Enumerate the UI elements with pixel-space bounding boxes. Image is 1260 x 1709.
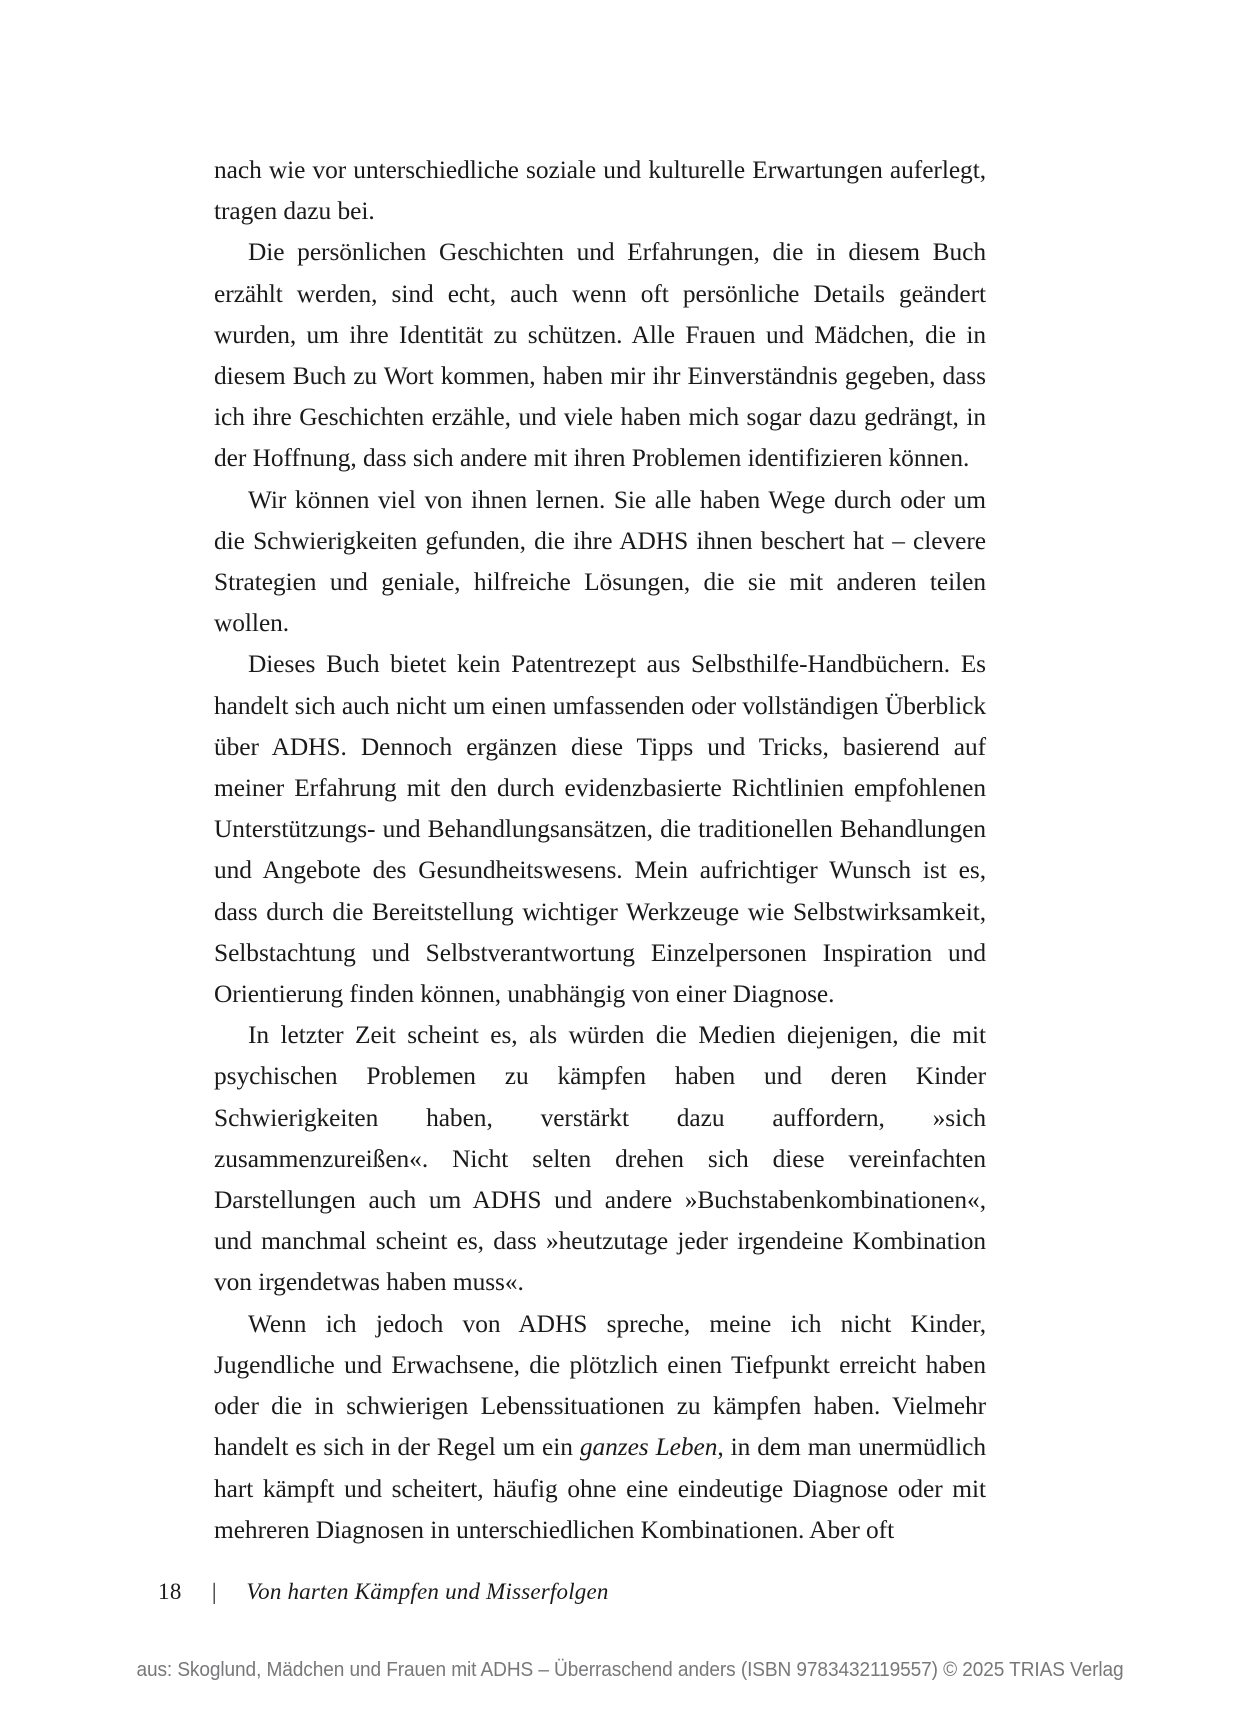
- paragraph-4: Dieses Buch bietet kein Patentrezept aus Selbsthilfe-Handbüchern. Es handelt sich auch nicht um einen umfassenden oder vollständigen Überblick über ADHS. Dennoch ergänzen diese Tipps und Tricks, basierend auf meiner Erfahrung mit den durch evidenzbasierte Richtlinien empfohlenen Unterstützungs- und Behandlungsansätzen, die traditionellen Behandlungen und Angebote des Gesundheitswesens. Mein aufrichtiger Wunsch ist es, dass durch die Bereitstellung wichtiger Werkzeuge wie Selbstwirksamkeit, Selbstachtung und Selbstverantwortung Einzelpersonen Inspiration und Orientierung finden können, unabhängig von einer Diagnose.: [214, 650, 986, 1009]
- body-text-block: [214, 150, 986, 1551]
- paragraph-6: Wenn ich jedoch von ADHS spreche, meine ich nicht Kinder, Jugendliche und Erwachsene, die plötzlich einen Tiefpunkt erreicht haben oder die in schwierigen Lebenssituationen zu kämpfen haben. Vielmehr handelt es sich in der Regel um ein ganzes Leben, in dem man unermüdlich hart kämpft und scheitert, häufig ohne eine eindeutige Diagnose oder mit mehreren Diagnosen in unterschiedlichen Kombinationen. Aber oft: [214, 1309, 987, 1544]
- paragraph-3: Wir können viel von ihnen lernen. Sie alle haben Wege durch oder um die Schwierigkeiten gefunden, die ihre ADHS ihnen beschert hat – clevere Strategien und geniale, hilfreiche Lösungen, die sie mit anderen teilen wollen.: [214, 485, 986, 638]
- paragraph-5: In letzter Zeit scheint es, als würden die Medien diejenigen, die mit psychischen Problemen zu kämpfen haben und deren Kinder Schwierigkeiten haben, verstärkt dazu auffordern, »sich zusammenzureißen«. Nicht selten drehen sich diese vereinfachten Darstellungen auch um ADHS und andere »Buchstabenkombinationen«, und manchmal scheint es, dass »heutzutage jeder irgendeine Kombination von irgendetwas haben muss«.: [214, 1021, 986, 1297]
- running-foot: [158, 1579, 609, 1605]
- source-attribution-line: aus: Skoglund, Mädchen und Frauen mit ADHS – Überraschend anders (ISBN 9783432119557) © 2025 TRIAS Verlag: [136, 1658, 1124, 1681]
- emphasis-text: ganzes Leben: [579, 1433, 718, 1462]
- paragraph-2: Die persönlichen Geschichten und Erfahrungen, die in diesem Buch erzählt werden, sind echt, auch wenn oft persönliche Details geändert wurden, um ihre Identität zu schützen. Alle Frauen und Mädchen, die in diesem Buch zu Wort kommen, haben mir ihr Einverständnis gegeben, dass ich ihre Geschichten erzähle, und viele haben mich sogar dazu gedrängt, in der Hoffnung, dass sich andere mit ihren Problemen identifizieren können.: [214, 238, 986, 473]
- chapter-title: Von harten Kämpfen und Misserfolgen: [246, 1579, 609, 1604]
- page-number: 18: [158, 1579, 182, 1604]
- running-foot-separator: |: [211, 1579, 217, 1604]
- paragraph-1: nach wie vor unterschiedliche soziale und kulturelle Erwartungen auferlegt, tragen dazu bei.: [214, 156, 986, 226]
